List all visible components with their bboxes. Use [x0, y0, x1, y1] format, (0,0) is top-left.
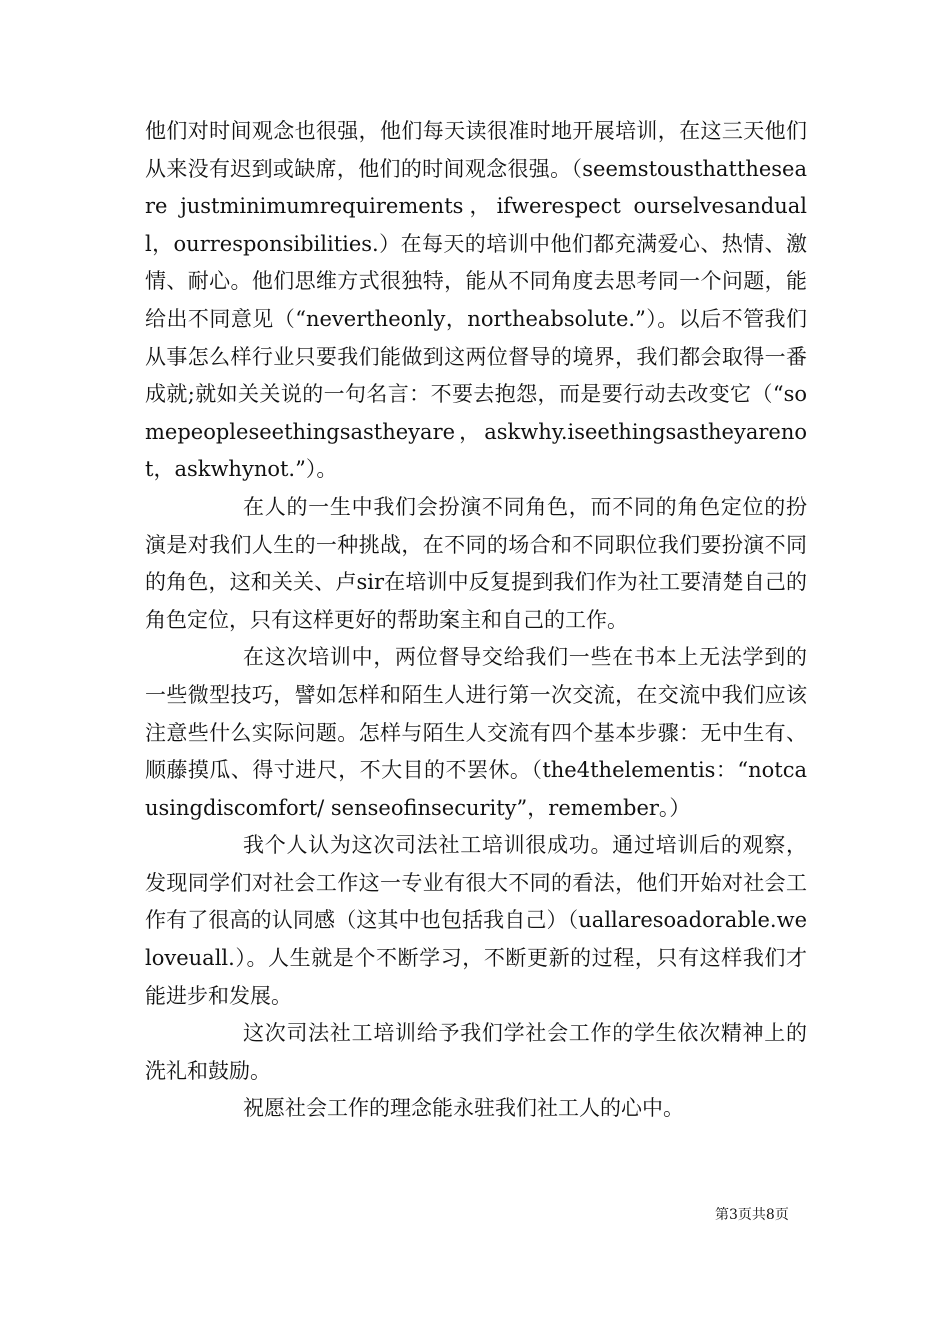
paragraph-2: 在人的一生中我们会扮演不同角色，而不同的角色定位的扮演是对我们人生的一种挑战，在不同的场合和不同职位我们要扮演不同的角色，这和关关、卢sir在培训中反复提到我们作为社工要清楚自己的角色定位，只有这样更好的帮助案主和自己的工作。	[145, 494, 807, 632]
document-body	[145, 113, 807, 1128]
paragraph-3: 在这次培训中，两位督导交给我们一些在书本上无法学到的一些微型技巧，譬如怎样和陌生人进行第一次交流，在交流中我们应该注意些什么实际问题。怎样与陌生人交流有四个基本步骤：无中生有、顺藤摸瓜、得寸进尺，不大目的不罢休。（the4thelementis：“notcausingdiscomfort/ senseofinsecurity”，remember。）	[145, 645, 807, 820]
paragraph-1: 他们对时间观念也很强，他们每天读很准时地开展培训，在这三天他们从来没有迟到或缺席，他们的时间观念很强。（seemstousthattheseare justminimumrequirements，ifwerespect ourselvesanduall，ourresponsibilities.）在每天的培训中他们都充满爱心、热情、激情、耐心。他们思维方式很独特，能从不同角度去思考同一个问题，能给出不同意见（“nevertheonly，northeabsolute.”）。以后不管我们从事怎么样行业只要我们能做到这两位督导的境界，我们都会取得一番成就;就如关关说的一句名言：不要去抱怨，而是要行动去改变它（“somepeopleseethingsastheyare，askwhy.iseethingsastheyarenot，askwhynot.”）。	[145, 119, 807, 482]
paragraph-4: 我个人认为这次司法社工培训很成功。通过培训后的观察，发现同学们对社会工作这一专业有很大不同的看法，他们开始对社会工作有了很高的认同感（这其中也包括我自己）（uallaresoadorable.weloveuall.）。人生就是个不断学习，不断更新的过程，只有这样我们才能进步和发展。	[145, 833, 807, 1008]
paragraph-5: 这次司法社工培训给予我们学社会工作的学生依次精神上的洗礼和鼓励。	[145, 1021, 807, 1083]
paragraph-6: 祝愿社会工作的理念能永驻我们社工人的心中。	[243, 1096, 684, 1121]
page-number-footer: 第3页共8页	[715, 1207, 789, 1223]
